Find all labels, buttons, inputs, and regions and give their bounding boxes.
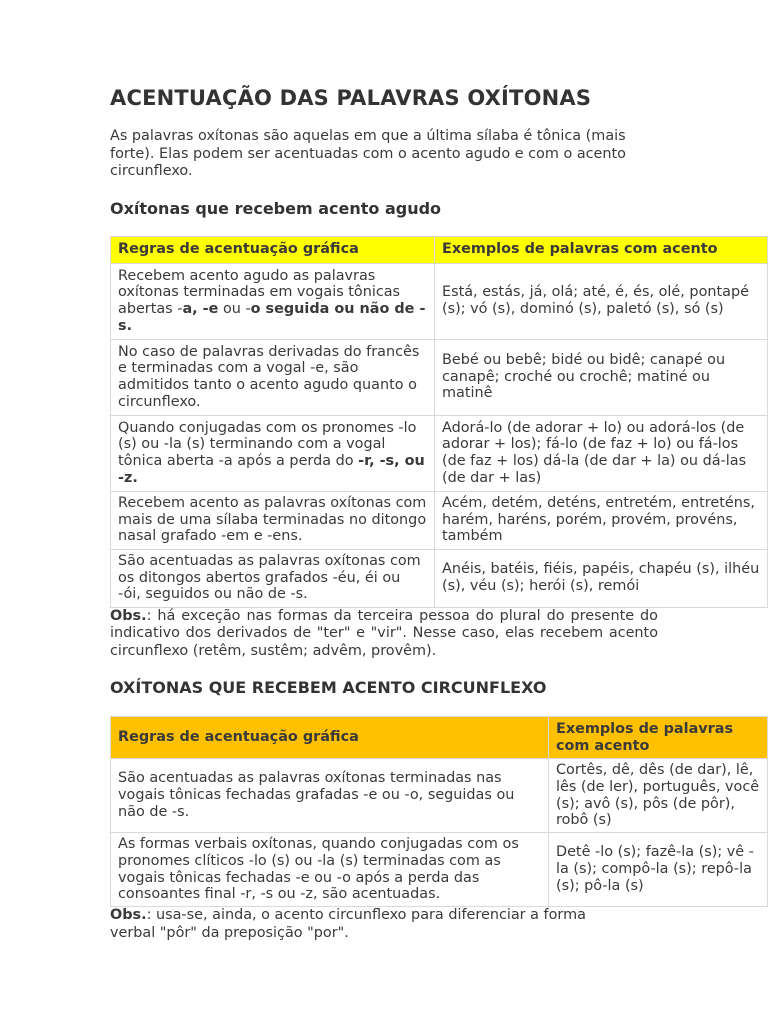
header-examples: Exemplos de palavras com acento [549,717,768,759]
rule-cell: As formas verbais oxítonas, quando conjugadas com os pronomes clíticos -lo (s) ou -la (s) terminadas com as vogais tônicas fechadas -e ou -o após a perda das consoantes final -r, -s ou -z, são acentuadas. [111,833,549,907]
header-examples: Exemplos de palavras com acento [435,236,768,263]
table-row [111,415,768,491]
header-rules: Regras de acentuação gráfica [111,717,549,759]
circumflex-accent-table [110,716,768,907]
acute-accent-table [110,236,768,608]
section1-heading: Oxítonas que recebem acento agudo [110,198,442,218]
example-cell: Adorá-lo (de adorar + lo) ou adorá-los (de adorar + los); fá-lo (de faz + lo) ou fá-los (de faz + los) dá-la (de dar + la) ou dá-las (de dar + las) [435,415,768,491]
rule-cell: Quando conjugadas com os pronomes -lo (s) ou -la (s) terminando com a vogal tônica aberta -a após a perda do -r, -s, ou -z. [111,415,435,491]
example-cell: Cortês, dê, dês (de dar), lê, lês (de ler), português, você (s); avô (s), pôs (de pôr), robô (s) [549,759,768,833]
example-cell: Detê -lo (s); fazê-la (s); vê -la (s); compô-la (s); repô-la (s); pô-la (s) [549,833,768,907]
example-cell: Bebé ou bebê; bidé ou bidê; canapé ou canapê; croché ou crochê; matiné ou matinê [435,339,768,415]
rule-cell: No caso de palavras derivadas do francês e terminadas com a vogal -e, são admitidos tanto o acento agudo quanto o circunflexo. [111,339,435,415]
table-row [111,549,768,607]
example-cell: Anéis, batéis, fiéis, papéis, chapéu (s), ilhéu (s), véu (s); herói (s), remói [435,549,768,607]
section2-heading: OXÍTONAS QUE RECEBEM ACENTO CIRCUNFLEXO [110,678,547,697]
table-header-row [111,717,768,759]
table-row [111,339,768,415]
observation-2: Obs.: usa-se, ainda, o acento circunflexo para diferenciar a forma verbal "pôr" da preposição "por". [110,907,586,941]
example-cell: Acém, detém, deténs, entretém, entreténs, harém, haréns, porém, provém, provéns, também [435,491,768,549]
intro-paragraph: As palavras oxítonas são aquelas em que a última sílaba é tônica (mais forte). Elas podem ser acentuadas com o acento agudo e com o acento circunflexo. [110,128,626,179]
table-row [111,263,768,339]
example-cell: Está, estás, já, olá; até, é, és, olé, pontapé (s); vó (s), dominó (s), paletó (s), só (s) [435,263,768,339]
header-rules: Regras de acentuação gráfica [111,236,435,263]
table-row [111,759,768,833]
rule-cell: São acentuadas as palavras oxítonas com os ditongos abertos grafados -éu, éi ou -ói, seguidos ou não de -s. [111,549,435,607]
rule-cell: São acentuadas as palavras oxítonas terminadas nas vogais tônicas fechadas grafadas -e ou -o, seguidas ou não de -s. [111,759,549,833]
table-header-row [111,236,768,263]
observation-1: Obs.: há exceção nas formas da terceira pessoa do plural do presente do indicativo dos derivados de "ter" e "vir". Nesse caso, elas recebem acento circunflexo (retêm, sustêm; advêm, provêm). [110,607,658,659]
table-row [111,491,768,549]
table-row [111,833,768,907]
rule-cell: Recebem acento agudo as palavras oxítonas terminadas em vogais tônicas abertas -a, -e ou -o seguida ou não de -s. [111,263,435,339]
document-page [110,84,768,942]
rule-cell: Recebem acento as palavras oxítonas com mais de uma sílaba terminadas no ditongo nasal grafado -em e -ens. [111,491,435,549]
page-title: ACENTUAÇÃO DAS PALAVRAS OXÍTONAS [110,86,592,110]
